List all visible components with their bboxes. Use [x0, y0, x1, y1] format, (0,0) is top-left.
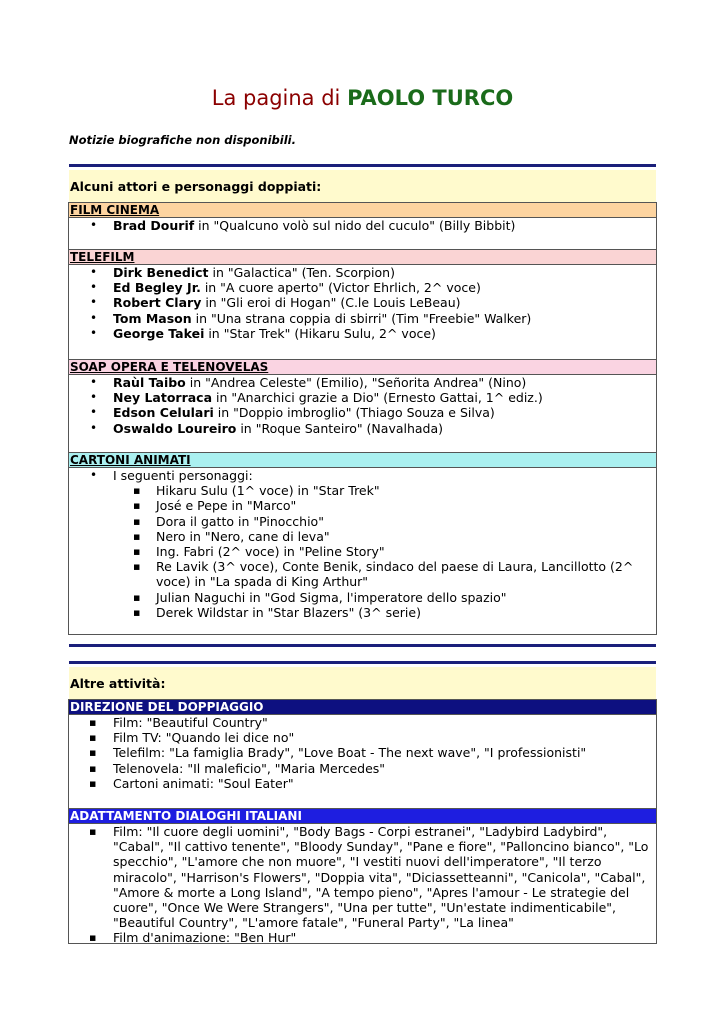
- section-header-cartoni: CARTONI ANIMATI: [69, 452, 656, 468]
- list-item: ▪ Telefilm: "La famiglia Brady", "Love Boat - The next wave", "I professionisti": [69, 745, 656, 760]
- section-header-direzione: DIREZIONE DEL DOPPIAGGIO: [69, 700, 656, 715]
- list-item: ▪ Dora il gatto in "Pinocchio": [69, 514, 656, 529]
- list-item: ▪ Film: "Beautiful Country": [69, 715, 656, 730]
- section-telefilm: [69, 249, 656, 359]
- page-title: [0, 86, 725, 110]
- dubbed-box: [68, 202, 657, 635]
- title-name: PAOLO TURCO: [347, 86, 514, 110]
- list-item: • Oswaldo Loureiro in "Roque Santeiro" (Navalhada): [69, 421, 656, 436]
- list-item: • Raùl Taibo in "Andrea Celeste" (Emilio), "Señorita Andrea" (Nino): [69, 375, 656, 390]
- soap-list: [69, 375, 656, 436]
- list-item: ▪ Film: "Il cuore degli uomini", "Body Bags - Corpi estranei", "Ladybird Ladybird", "Cabal", "Il cattivo tenente", "Bloody Sunday", "Pane e fiore", "Palloncino bianco", "Lo specchio", "L'amore che non muore", "I vestiti nuovi dell'imperatore", "Il terzo miracolo", "Harrison's Flowers", "Doppia vita", "Diciassetteanni", "Canicola", "Cabal", "Amore & morte a Long Island", "A tempo pieno", "Apres l'amour - Le strategie del cuore", "Once We Were Strangers", "Una per tutte", "Un'estate indimenticabile", "Beautiful Country", "L'amore fatale", "Funeral Party", "La linea": [69, 824, 656, 930]
- cartoni-list: [69, 468, 656, 620]
- list-item: ▪ Film TV: "Quando lei dice no": [69, 730, 656, 745]
- list-item: ▪ Hikaru Sulu (1^ voce) in "Star Trek": [69, 483, 656, 498]
- list-item: ▪ José e Pepe in "Marco": [69, 498, 656, 513]
- other-heading: Altre attività:: [70, 676, 166, 691]
- other-heading-bar: [69, 667, 656, 699]
- divider: [69, 164, 656, 167]
- section-header-soap: SOAP OPERA E TELENOVELAS: [69, 359, 656, 375]
- section-direzione: [69, 700, 656, 808]
- section-adattamento: [69, 808, 656, 946]
- list-item: • George Takei in "Star Trek" (Hikaru Sulu, 2^ voce): [69, 326, 656, 341]
- list-item: • Ney Latorraca in "Anarchici grazie a Dio" (Ernesto Gattai, 1^ ediz.): [69, 390, 656, 405]
- section-header-telefilm: TELEFILM: [69, 249, 656, 265]
- list-item: ▪ Re Lavik (3^ voce), Conte Benik, sindaco del paese di Laura, Lancillotto (2^: [69, 559, 656, 574]
- direzione-list: [69, 715, 656, 791]
- dubbed-heading-bar: [69, 170, 656, 202]
- list-item: • Robert Clary in "Gli eroi di Hogan" (C.le Louis LeBeau): [69, 295, 656, 310]
- list-item: • Tom Mason in "Una strana coppia di sbirri" (Tim "Freebie" Walker): [69, 311, 656, 326]
- telefilm-list: [69, 265, 656, 341]
- list-item: ▪ Telenovela: "Il maleficio", "Maria Mercedes": [69, 761, 656, 776]
- bio-note: Notizie biografiche non disponibili.: [69, 133, 296, 147]
- section-cartoni: [69, 452, 656, 620]
- list-item: ▪ Ing. Fabri (2^ voce) in "Peline Story": [69, 544, 656, 559]
- list-item: • Ed Begley Jr. in "A cuore aperto" (Victor Ehrlich, 2^ voce): [69, 280, 656, 295]
- section-header-film-cinema: FILM CINEMA: [69, 203, 656, 218]
- film-cinema-list: [69, 218, 656, 233]
- section-film-cinema: [69, 203, 656, 249]
- list-item: ▪ Film d'animazione: "Ben Hur": [69, 930, 656, 945]
- list-item: • Brad Dourif in "Qualcuno volò sul nido del cuculo" (Billy Bibbit): [69, 218, 656, 233]
- section-header-adattamento: ADATTAMENTO DIALOGHI ITALIANI: [69, 808, 656, 824]
- list-item: • Edson Celulari in "Doppio imbroglio" (Thiago Souza e Silva): [69, 405, 656, 420]
- list-item: ▪ Julian Naguchi in "God Sigma, l'imperatore dello spazio": [69, 590, 656, 605]
- list-item: ▪ Cartoni animati: "Soul Eater": [69, 776, 656, 791]
- list-item: • I seguenti personaggi:: [69, 468, 656, 483]
- divider: [69, 661, 656, 664]
- list-item-continuation: voce) in "La spada di King Arthur": [156, 574, 369, 590]
- other-box: [68, 699, 657, 944]
- list-item: ▪ Derek Wildstar in "Star Blazers" (3^ serie): [69, 605, 656, 620]
- section-soap: [69, 359, 656, 452]
- dubbed-heading: Alcuni attori e personaggi doppiati:: [70, 179, 322, 194]
- list-item: ▪ Nero in "Nero, cane di leva": [69, 529, 656, 544]
- list-item: • Dirk Benedict in "Galactica" (Ten. Scorpion): [69, 265, 656, 280]
- title-prefix: La pagina di: [211, 86, 348, 110]
- adattamento-list: [69, 824, 656, 946]
- divider: [69, 644, 656, 647]
